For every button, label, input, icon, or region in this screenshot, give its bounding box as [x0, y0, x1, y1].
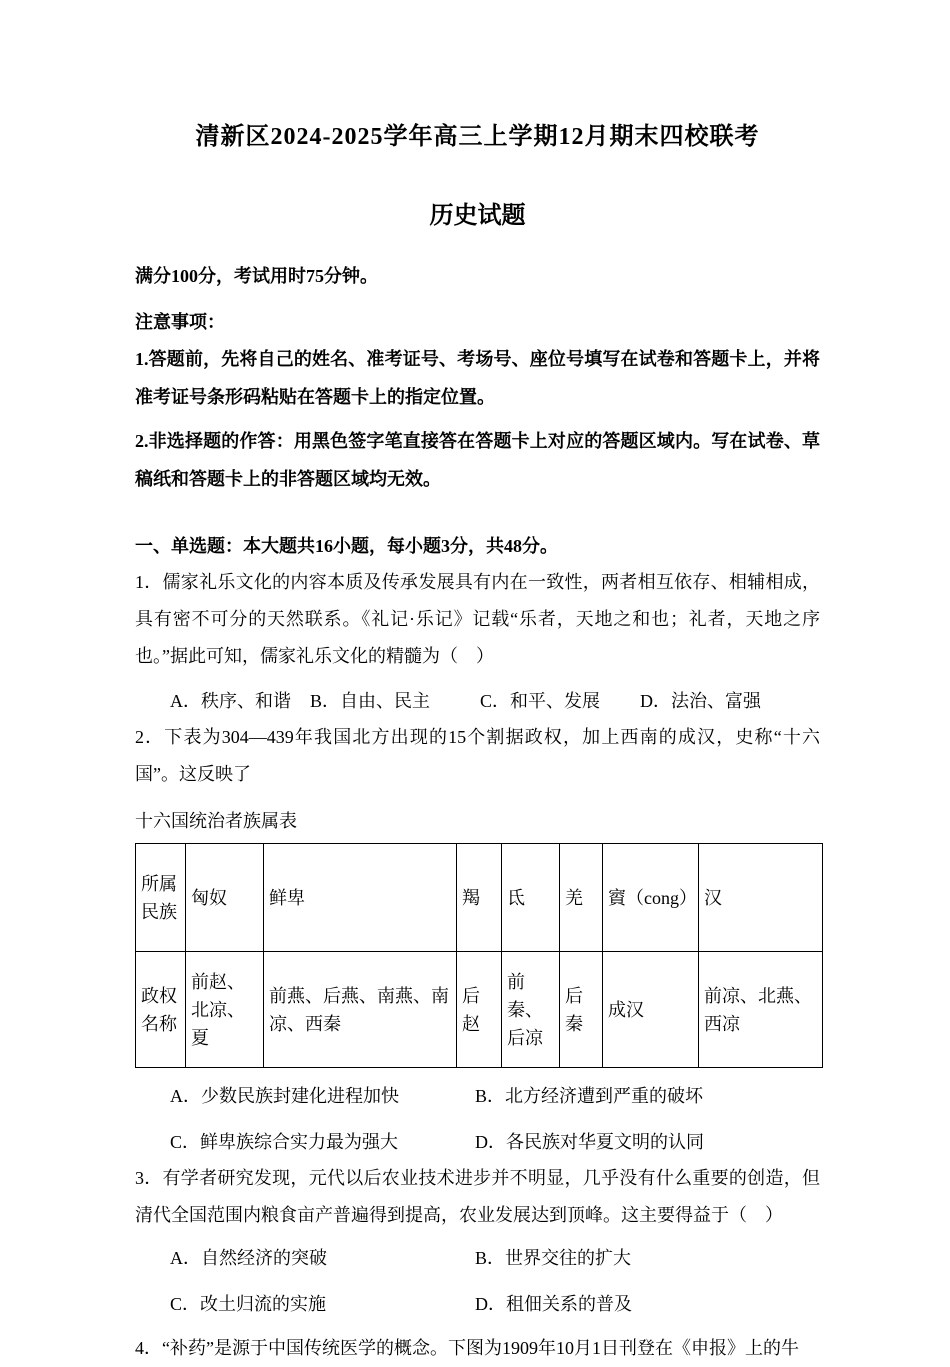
table-cell: 賨（cong）	[603, 844, 699, 952]
table-cell: 成汉	[603, 952, 699, 1068]
option-item: B．北方经济遭到严重的破坏	[475, 1086, 704, 1106]
page-subtitle: 历史试题	[429, 203, 526, 229]
option-item: C．改土归流的实施	[170, 1294, 327, 1314]
table-cell: 政权名称	[136, 952, 186, 1068]
table-cell: 氐	[502, 844, 560, 952]
option-item: D．各民族对华夏文明的认同	[475, 1132, 704, 1152]
question-4-stem: 4．“补药”是源于中国传统医学的概念。下图为1909年10月1日刊登在《申报》上的牛	[135, 1338, 799, 1358]
table-cell: 前凉、北燕、西凉	[699, 952, 823, 1068]
table-caption: 十六国统治者族属表	[135, 811, 297, 831]
option-item: A．自然经济的突破	[170, 1248, 327, 1268]
note-item-2: 2.非选择题的作答：用黑色签字笔直接答在答题卡上对应的答题区域内。写在试卷、草稿纸和答题卡上的非答题区域均无效。	[135, 431, 820, 489]
notes-title: 注意事项：	[135, 312, 225, 332]
question-1-options	[135, 687, 820, 713]
table-cell: 匈奴	[186, 844, 264, 952]
table-cell: 汉	[699, 844, 823, 952]
question-3-options	[135, 1244, 820, 1316]
table-cell: 羌	[560, 844, 603, 952]
table-cell: 前赵、北凉、夏	[186, 952, 264, 1068]
table-cell: 所属民族	[136, 844, 186, 952]
table-cell: 鲜卑	[264, 844, 457, 952]
question-3-stem: 3．有学者研究发现，元代以后农业技术进步并不明显，几乎没有什么重要的创造，但清代全国范围内粮食亩产普遍得到提高，农业发展达到顶峰。这主要得益于（ ）	[135, 1168, 820, 1225]
option-item: B．世界交往的扩大	[475, 1248, 632, 1268]
note-item-1: 1.答题前，先将自己的姓名、准考证号、考场号、座位号填写在试卷和答题卡上，并将准考证号条形码粘贴在答题卡上的指定位置。	[135, 349, 820, 407]
question-1-stem: 1．儒家礼乐文化的内容本质及传承发展具有内在一致性，两者相互依存、相辅相成，具有密不可分的天然联系。《礼记·乐记》记载“乐者，天地之和也；礼者，天地之序也。”据此可知，儒家礼乐文化的精髓为（ ）	[135, 572, 820, 666]
question-2-stem: 2．下表为304—439年我国北方出现的15个割据政权，加上西南的成汉，史称“十六国”。这反映了	[135, 727, 820, 784]
table-cell: 羯	[457, 844, 502, 952]
page-title: 清新区2024-2025学年高三上学期12月期末四校联考	[195, 124, 760, 150]
table-cell: 后秦	[560, 952, 603, 1068]
table-row	[136, 952, 823, 1068]
option-item: A．少数民族封建化进程加快	[170, 1086, 399, 1106]
table-cell: 前燕、后燕、南燕、南凉、西秦	[264, 952, 457, 1068]
option-item: D．租佃关系的普及	[475, 1294, 632, 1314]
option-item: A．秩序、和谐	[170, 691, 291, 711]
option-item: C．和平、发展	[480, 691, 601, 711]
table-row	[136, 844, 823, 952]
table-cell: 后赵	[457, 952, 502, 1068]
sixteen-kingdoms-table	[135, 843, 823, 1068]
exam-info: 满分100分，考试用时75分钟。	[135, 266, 378, 286]
option-item: B．自由、民主	[310, 691, 431, 711]
option-item: D．法治、富强	[640, 691, 761, 711]
option-item: C．鲜卑族综合实力最为强大	[170, 1132, 399, 1152]
section-heading: 一、单选题：本大题共16小题，每小题3分，共48分。	[135, 536, 558, 556]
table-cell: 前秦、后凉	[502, 952, 560, 1068]
question-2-options	[135, 1082, 820, 1154]
